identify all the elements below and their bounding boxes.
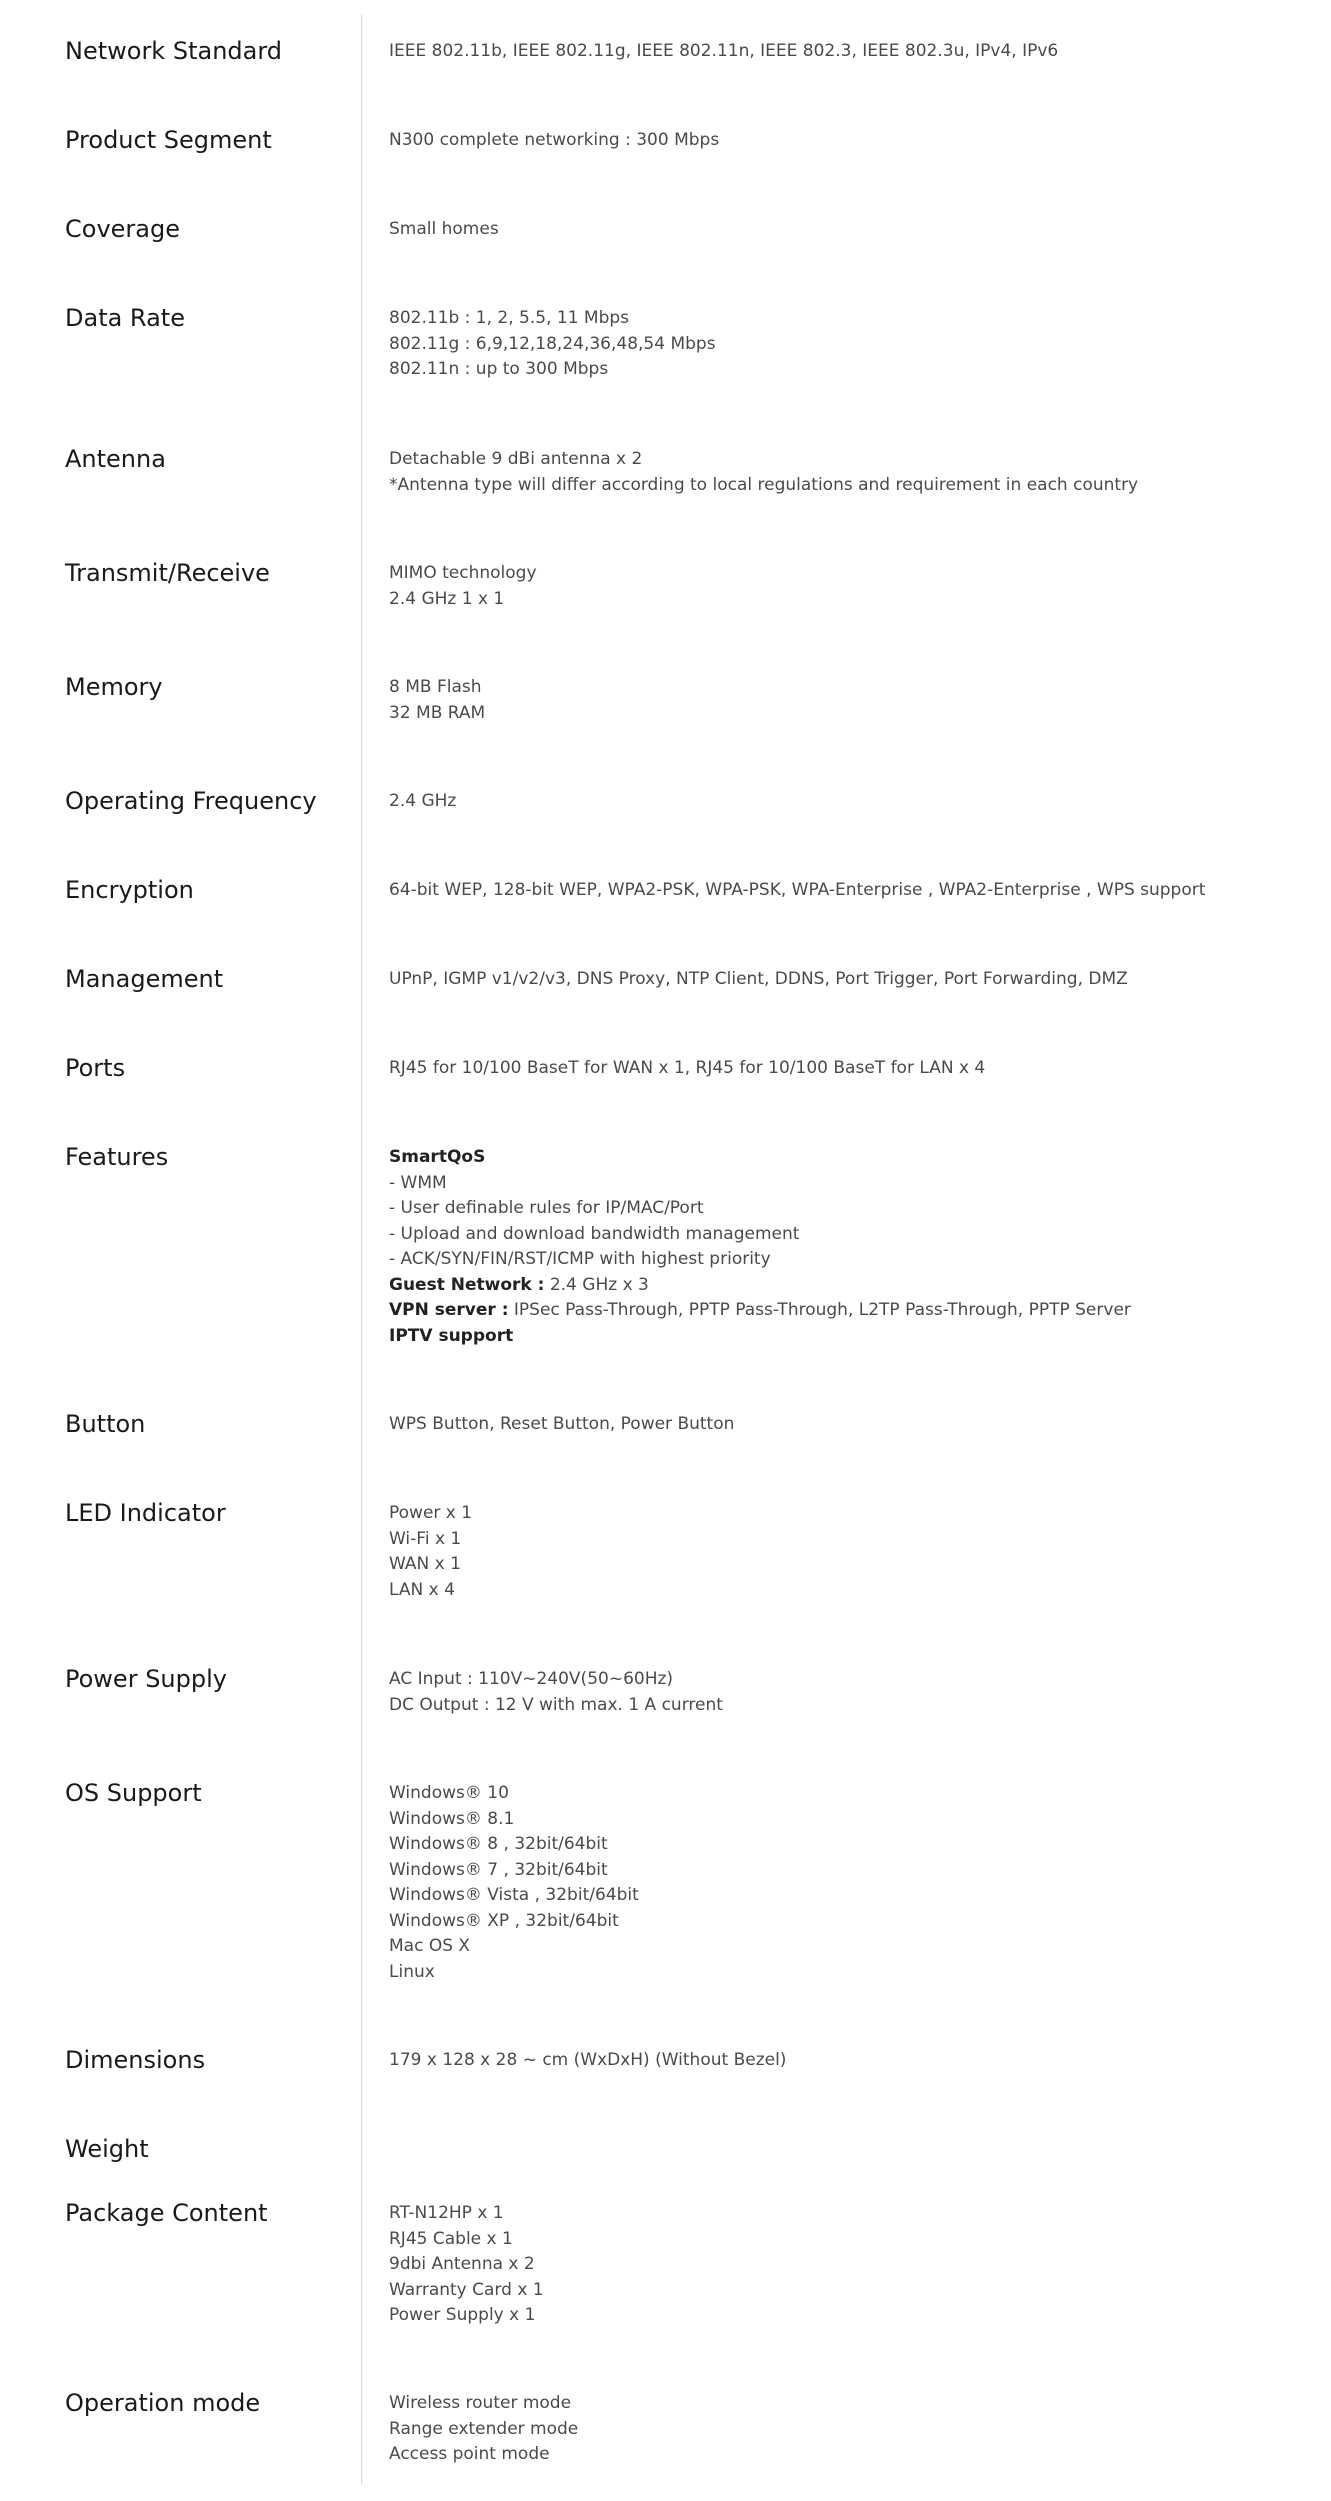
spec-value-line: Windows® 8 , 32bit/64bit (389, 1834, 608, 1854)
spec-value-line: Wi-Fi x 1 (389, 1528, 462, 1549)
spec-value-line: - ACK/SYN/FIN/RST/ICMP with highest priority (389, 1249, 771, 1269)
column-divider (361, 14, 362, 2484)
spec-value (389, 2391, 1319, 2468)
spec-value-line: 802.11n : up to 300 Mbps (389, 359, 609, 379)
spec-value-line: DC Output : 12 V with max. 1 A current (389, 1694, 723, 1715)
spec-value-line: 802.11g : 6,9,12,18,24,36,48,54 Mbps (389, 333, 716, 354)
spec-label: Operation mode (65, 2389, 261, 2417)
spec-value (389, 128, 1319, 154)
spec-value (389, 1667, 1319, 1718)
spec-value-line: RJ45 for 10/100 BaseT for WAN x 1, RJ45 for 10/100 BaseT for LAN x 4 (389, 1058, 986, 1078)
spec-value (389, 306, 1319, 383)
spec-label: Encryption (65, 876, 194, 904)
spec-value-bold: IPTV support (389, 1325, 514, 1346)
spec-value-line: Linux (389, 1961, 435, 1982)
spec-value-text: IPSec Pass-Through, PPTP Pass-Through, L2TP Pass-Through, PPTP Server (508, 1300, 1131, 1320)
spec-value (389, 878, 1319, 904)
spec-value-line: 2.4 GHz 1 x 1 (389, 588, 505, 609)
spec-value-line: Mac OS X (389, 1936, 471, 1956)
spec-label: Features (65, 1143, 169, 1171)
spec-label: Antenna (65, 445, 166, 473)
spec-value (389, 217, 1319, 243)
spec-value-line: Windows® Vista , 32bit/64bit (389, 1885, 639, 1905)
spec-value-line: AC Input : 110V~240V(50~60Hz) (389, 1669, 674, 1689)
spec-value-line: IEEE 802.11b, IEEE 802.11g, IEEE 802.11n, IEEE 802.3, IEEE 802.3u, IPv4, IPv6 (389, 41, 1059, 61)
spec-value (389, 561, 1319, 612)
spec-value-line: Detachable 9 dBi antenna x 2 (389, 449, 643, 469)
spec-value-line: Windows® 7 , 32bit/64bit (389, 1859, 608, 1880)
spec-value (389, 2048, 1319, 2074)
spec-label: Package Content (65, 2199, 268, 2227)
spec-value (389, 675, 1319, 726)
spec-label: LED Indicator (65, 1499, 226, 1527)
spec-label: Ports (65, 1054, 126, 1082)
spec-value (389, 1145, 1319, 1349)
spec-label: Dimensions (65, 2046, 206, 2074)
spec-value-line: 802.11b : 1, 2, 5.5, 11 Mbps (389, 308, 630, 328)
spec-label: Management (65, 965, 224, 993)
spec-value-line: RJ45 Cable x 1 (389, 2228, 513, 2249)
spec-value-text: 2.4 GHz x 3 (544, 1274, 649, 1295)
spec-value-line: RT-N12HP x 1 (389, 2203, 504, 2223)
spec-value-line: 2.4 GHz (389, 791, 457, 811)
spec-value-line: - WMM (389, 1172, 447, 1193)
spec-value-line (389, 1324, 1319, 1350)
spec-value (389, 39, 1319, 65)
spec-value-line: - User definable rules for IP/MAC/Port (389, 1198, 704, 1218)
spec-value (389, 1781, 1319, 1985)
spec-value (389, 789, 1319, 815)
spec-label: Power Supply (65, 1665, 227, 1693)
spec-value (389, 1501, 1319, 1603)
spec-label: OS Support (65, 1779, 202, 1807)
spec-value (389, 1412, 1319, 1438)
spec-label: Operating Frequency (65, 787, 317, 815)
spec-value-line: Access point mode (389, 2444, 550, 2464)
spec-value-line: Windows® 8.1 (389, 1808, 515, 1829)
spec-value (389, 2201, 1319, 2329)
spec-value-line: UPnP, IGMP v1/v2/v3, DNS Proxy, NTP Client, DDNS, Port Trigger, Port Forwarding, DMZ (389, 969, 1128, 989)
spec-value-line: 179 x 128 x 28 ~ cm (WxDxH) (Without Bezel) (389, 2050, 787, 2070)
spec-label: Product Segment (65, 126, 272, 154)
spec-value (389, 447, 1319, 498)
spec-value-line: Range extender mode (389, 2418, 579, 2439)
spec-value-line: *Antenna type will differ according to local regulations and requirement in each country (389, 474, 1139, 495)
spec-label: Weight (65, 2135, 149, 2163)
spec-value-line: 9dbi Antenna x 2 (389, 2254, 535, 2274)
spec-value-line (389, 1145, 1319, 1171)
spec-value-line: LAN x 4 (389, 1579, 455, 1600)
spec-value (389, 1056, 1319, 1082)
spec-value-line: Power Supply x 1 (389, 2305, 536, 2325)
spec-label: Data Rate (65, 304, 185, 332)
spec-label: Button (65, 1410, 146, 1438)
spec-value-line: Small homes (389, 219, 499, 239)
spec-value-line: Warranty Card x 1 (389, 2279, 544, 2300)
spec-value-line: Windows® 10 (389, 1783, 509, 1803)
spec-value-bold: SmartQoS (389, 1147, 486, 1167)
spec-value-line: MIMO technology (389, 563, 537, 583)
spec-value-line: - Upload and download bandwidth management (389, 1223, 800, 1244)
spec-value-bold: Guest Network : (389, 1274, 545, 1295)
spec-label: Coverage (65, 215, 180, 243)
spec-value-line (389, 1298, 1319, 1324)
spec-value-line: N300 complete networking : 300 Mbps (389, 130, 720, 150)
spec-value-line: Power x 1 (389, 1503, 473, 1523)
spec-label: Network Standard (65, 37, 283, 65)
spec-value-line (389, 1273, 1319, 1299)
spec-label: Transmit/Receive (65, 559, 270, 587)
spec-value-line: WAN x 1 (389, 1554, 461, 1574)
spec-value-bold: VPN server : (389, 1300, 509, 1320)
spec-value-line: Windows® XP , 32bit/64bit (389, 1910, 619, 1931)
spec-value-line: Wireless router mode (389, 2393, 572, 2413)
spec-value-line: 64-bit WEP, 128-bit WEP, WPA2-PSK, WPA-PSK, WPA-Enterprise , WPA2-Enterprise , WPS support (389, 880, 1206, 900)
spec-label: Memory (65, 673, 163, 701)
spec-value (389, 967, 1319, 993)
spec-value-line: 32 MB RAM (389, 702, 486, 723)
spec-value-line: WPS Button, Reset Button, Power Button (389, 1414, 735, 1434)
spec-value-line: 8 MB Flash (389, 677, 482, 697)
